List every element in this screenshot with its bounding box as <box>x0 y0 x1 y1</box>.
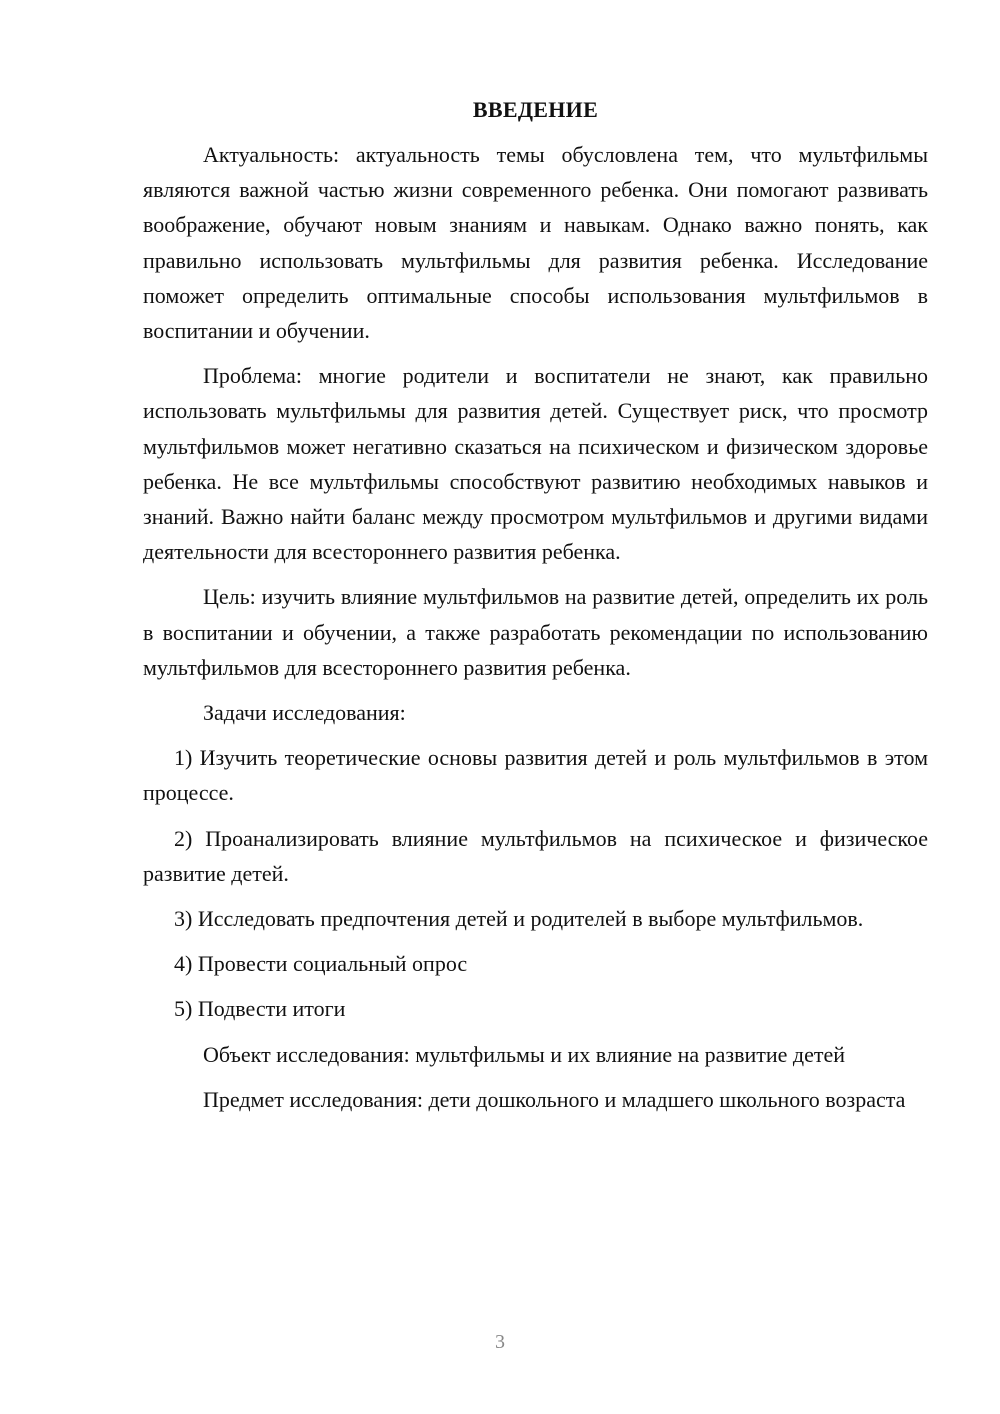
paragraph-subject: Предмет исследования: дети дошкольного и младшего школьного возраста <box>203 1086 906 1112</box>
task-item-4: 4) Провести социальный опрос <box>174 951 468 977</box>
paragraph-relevance: Актуальность: актуальность темы обусловлена тем, что мультфильмы являются важной частью жизни современного ребенка. Они помогают развивать воображение, обучают новым знаниям и навыкам. Однако важно понять, как правильно использовать мультфильмы для развития ребенка. Исследование поможет определить оптимальные способы использования мультфильмов в воспитании и обучении. <box>143 142 928 344</box>
paragraph-object: Объект исследования: мультфильмы и их влияние на развитие детей <box>203 1041 846 1067</box>
task-item-1: 1) Изучить теоретические основы развития детей и роль мультфильмов в этом процессе. <box>143 745 928 806</box>
task-item-2: 2) Проанализировать влияние мультфильмов на психическое и физическое развитие детей. <box>143 825 928 886</box>
section-heading: ВВЕДЕНИЕ <box>472 97 599 122</box>
paragraph-goal: Цель: изучить влияние мультфильмов на развитие детей, определить их роль в воспитании и обучении, а также разработать рекомендации по использованию мультфильмов для всестороннего развития ребенка. <box>143 584 928 680</box>
page-number: 3 <box>495 1331 505 1353</box>
task-item-3: 3) Исследовать предпочтения детей и родителей в выборе мультфильмов. <box>174 906 864 932</box>
task-item-5: 5) Подвести итоги <box>174 996 346 1022</box>
paragraph-problem: Проблема: многие родители и воспитатели не знают, как правильно использовать мультфильмы для развития детей. Существует риск, что просмотр мультфильмов может негативно сказаться на психическом и физическом здоровье ребенка. Не все мультфильмы способствуют развитию необходимых навыков и знаний. Важно найти баланс между просмотром мультфильмов и другими видами деятельности для всестороннего развития ребенка. <box>143 363 928 565</box>
document-page <box>143 92 928 1127</box>
tasks-title: Задачи исследования: <box>203 700 406 726</box>
